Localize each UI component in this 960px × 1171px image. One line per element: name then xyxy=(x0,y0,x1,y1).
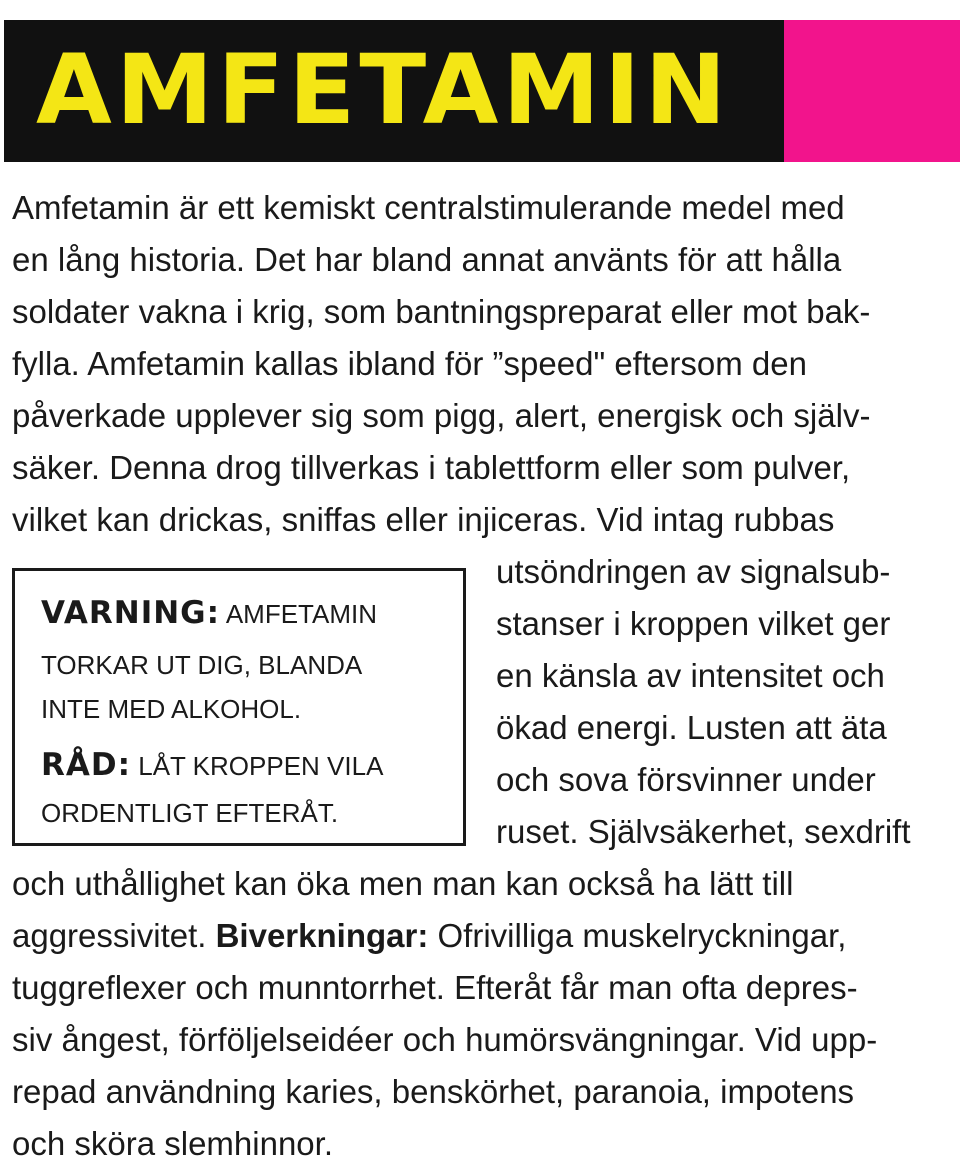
body-line: siv ångest, förföljelseidéer och humörsvängningar. Vid upp- xyxy=(12,1021,878,1058)
advice-text: ORDENTLIGT EFTERÅT. xyxy=(41,798,339,828)
warning-text: TORKAR UT DIG, BLANDA xyxy=(41,650,363,680)
body-line: påverkade upplever sig som pigg, alert, energisk och själv- xyxy=(12,397,871,434)
side-effects-lead: aggressivitet. xyxy=(12,917,216,954)
body-line: tuggreflexer och munntorrhet. Efteråt får man ofta depres- xyxy=(12,969,858,1006)
accent-block xyxy=(784,20,960,162)
warning-text: AMFETAMIN xyxy=(225,599,377,629)
body-line: Amfetamin är ett kemiskt centralstimulerande medel med xyxy=(12,189,845,226)
page-title: AMFETAMIN xyxy=(36,34,731,146)
body-line: och sköra slemhinnor. xyxy=(12,1125,333,1162)
warning-text: INTE MED ALKOHOL. xyxy=(41,694,302,724)
body-line: stanser i kroppen vilket ger xyxy=(496,605,891,642)
side-effects-label: Biverkningar: xyxy=(215,917,429,954)
warning-line xyxy=(41,597,377,630)
body-line: soldater vakna i krig, som bantningspreparat eller mot bak- xyxy=(12,293,871,330)
warning-label: VARNING: xyxy=(41,595,221,631)
body-line: utsöndringen av signalsub- xyxy=(496,553,891,590)
warning-box xyxy=(12,568,466,846)
body-line: säker. Denna drog tillverkas i tablettform eller som pulver, xyxy=(12,449,851,486)
body-line: repad användning karies, benskörhet, paranoia, impotens xyxy=(12,1073,855,1110)
body-line: en känsla av intensitet och xyxy=(496,657,885,694)
body-line: ökad energi. Lusten att äta xyxy=(496,709,887,746)
body-line: vilket kan drickas, sniffas eller injiceras. Vid intag rubbas xyxy=(12,501,835,538)
advice-text: LÅT KROPPEN VILA xyxy=(138,751,384,781)
body-line: och sova försvinner under xyxy=(496,761,876,798)
side-effects-text: Ofrivilliga muskelryckningar, xyxy=(428,917,847,954)
advice-label: RÅD: xyxy=(41,747,131,783)
body-line: en lång historia. Det har bland annat använts för att hålla xyxy=(12,241,842,278)
side-effects-line xyxy=(12,916,846,956)
body-line: fylla. Amfetamin kallas ibland för ”speed" eftersom den xyxy=(12,345,807,382)
body-line: ruset. Självsäkerhet, sexdrift xyxy=(496,813,911,850)
advice-line xyxy=(41,749,383,782)
body-line: och uthållighet kan öka men man kan också ha lätt till xyxy=(12,865,794,902)
